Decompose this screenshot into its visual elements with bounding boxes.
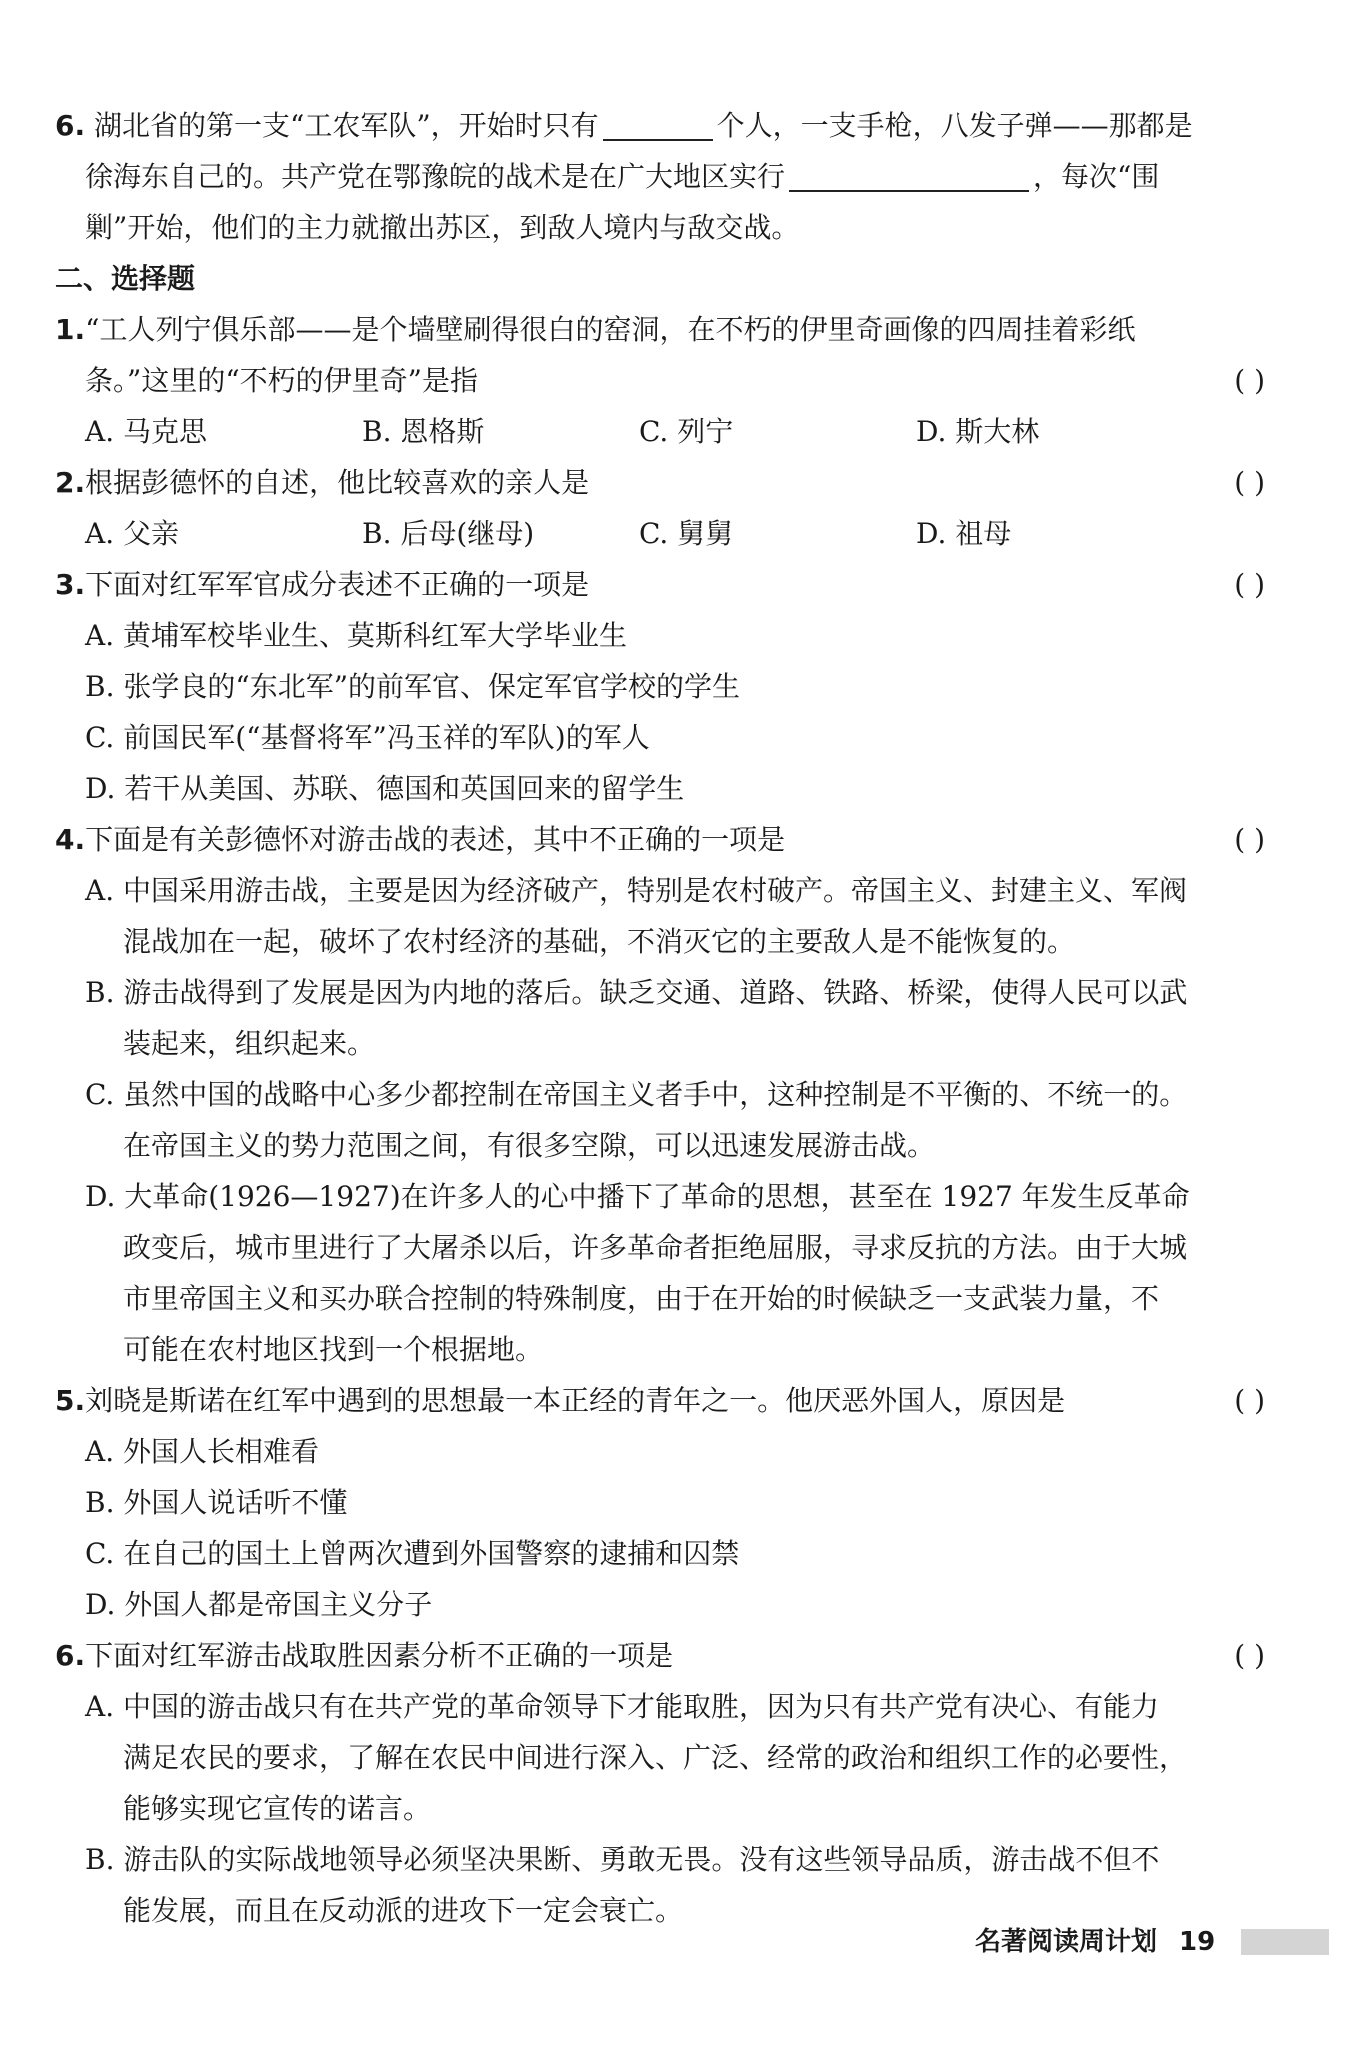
- answer-blank[interactable]: [603, 109, 713, 141]
- option-d-cont: 政变后，城市里进行了大屠杀以后，许多革命者拒绝屈服，寻求反抗的方法。由于大城: [123, 1231, 1188, 1264]
- option-d-cont: 可能在农村地区找到一个根据地。: [123, 1333, 544, 1366]
- page-footer: [975, 1922, 1329, 1962]
- option-a-cont: 混战加在一起，破坏了农村经济的基础，不消灭它的主要敌人是不能恢复的。: [123, 925, 1076, 958]
- option-a[interactable]: A. 黄埔军校毕业生、莫斯科红军大学毕业生: [85, 619, 628, 652]
- answer-parentheses[interactable]: ( ): [1234, 1384, 1265, 1417]
- option-c[interactable]: C. 列宁: [639, 415, 734, 448]
- question-text: 剿”开始，他们的主力就撤出苏区，到敌人境内与敌交战。: [85, 211, 800, 244]
- option-a[interactable]: A. 中国采用游击战，主要是因为经济破产，特别是农村破产。帝国主义、封建主义、军阀: [85, 874, 1188, 907]
- question-text: ，每次“围: [1033, 160, 1160, 193]
- question-1-options: [55, 406, 1265, 457]
- question-text: 湖北省的第一支“工农军队”，开始时只有: [94, 109, 599, 142]
- option-b[interactable]: B. 游击战得到了发展是因为内地的落后。缺乏交通、道路、铁路、桥梁，使得人民可以武: [85, 976, 1188, 1009]
- option-b[interactable]: B. 后母(继母): [362, 517, 535, 550]
- option-a[interactable]: A. 马克思: [85, 415, 208, 448]
- question-text: 下面对红军游击战取胜因素分析不正确的一项是: [85, 1639, 674, 1672]
- section-title: 二、选择题: [55, 262, 196, 295]
- answer-parentheses[interactable]: ( ): [1234, 364, 1265, 397]
- fill-q6-line-2: [55, 151, 1265, 202]
- question-number: 6.: [55, 1639, 86, 1672]
- question-text: 个人，一支手枪，八发子弹——那都是: [716, 109, 1193, 142]
- option-d[interactable]: D. 斯大林: [916, 415, 1040, 448]
- option-d-cont: 市里帝国主义和买办联合控制的特殊制度，由于在开始的时候缺乏一支武装力量，不: [123, 1282, 1160, 1315]
- question-number: 6.: [55, 109, 86, 142]
- answer-parentheses[interactable]: ( ): [1234, 466, 1265, 499]
- question-number: 4.: [55, 823, 86, 856]
- option-b[interactable]: B. 外国人说话听不懂: [85, 1486, 348, 1519]
- option-d[interactable]: D. 若干从美国、苏联、德国和英国回来的留学生: [85, 772, 685, 805]
- question-text: 下面是有关彭德怀对游击战的表述，其中不正确的一项是: [85, 823, 786, 856]
- fill-q6-line-3: [55, 202, 1265, 253]
- option-b-cont: 能发展，而且在反动派的进攻下一定会衰亡。: [123, 1894, 684, 1927]
- option-b[interactable]: B. 游击队的实际战地领导必须坚决果断、勇敢无畏。没有这些领导品质，游击战不但不: [85, 1843, 1160, 1876]
- book-series-title: 名著阅读周计划: [975, 1926, 1158, 1957]
- question-text: 徐海东自己的。共产党在鄂豫皖的战术是在广大地区实行: [85, 160, 786, 193]
- option-d[interactable]: D. 祖母: [916, 517, 1012, 550]
- question-number: 3.: [55, 568, 86, 601]
- question-6-line-1: [55, 1630, 1265, 1681]
- answer-parentheses[interactable]: ( ): [1234, 1639, 1265, 1672]
- content: [55, 100, 1265, 1936]
- answer-parentheses[interactable]: ( ): [1234, 823, 1265, 856]
- option-b-cont: 装起来，组织起来。: [123, 1027, 376, 1060]
- option-a[interactable]: A. 中国的游击战只有在共产党的革命领导下才能取胜，因为只有共产党有决心、有能力: [85, 1690, 1160, 1723]
- question-text: 根据彭德怀的自述，他比较喜欢的亲人是: [85, 466, 590, 499]
- option-b[interactable]: B. 恩格斯: [362, 415, 485, 448]
- question-2-line-1: [55, 457, 1265, 508]
- question-text: 条。”这里的“不朽的伊里奇”是指: [85, 364, 478, 397]
- question-number: 1.: [55, 313, 86, 346]
- option-a-cont: 能够实现它宣传的诺言。: [123, 1792, 432, 1825]
- option-c[interactable]: C. 舅舅: [639, 517, 734, 550]
- question-1-line-1: [55, 304, 1265, 355]
- question-4-line-1: [55, 814, 1265, 865]
- option-d[interactable]: D. 大革命(1926—1927)在许多人的心中播下了革命的思想，甚至在 1927 年发生反革命: [85, 1180, 1190, 1213]
- option-c[interactable]: C. 在自己的国土上曾两次遭到外国警察的逮捕和囚禁: [85, 1537, 740, 1570]
- footer-decoration-bar: [1241, 1929, 1329, 1955]
- option-a-cont: 满足农民的要求，了解在农民中间进行深入、广泛、经常的政治和组织工作的必要性，: [123, 1741, 1188, 1774]
- question-3-line-1: [55, 559, 1265, 610]
- question-number: 5.: [55, 1384, 86, 1417]
- question-text: 下面对红军军官成分表述不正确的一项是: [85, 568, 590, 601]
- question-2-options: [55, 508, 1265, 559]
- answer-blank[interactable]: [789, 160, 1029, 192]
- option-a[interactable]: A. 外国人长相难看: [85, 1435, 320, 1468]
- option-a[interactable]: A. 父亲: [85, 517, 180, 550]
- question-number: 2.: [55, 466, 86, 499]
- option-c-cont: 在帝国主义的势力范围之间，有很多空隙，可以迅速发展游击战。: [123, 1129, 936, 1162]
- fill-q6-line-1: [55, 100, 1265, 151]
- option-d[interactable]: D. 外国人都是帝国主义分子: [85, 1588, 433, 1621]
- answer-parentheses[interactable]: ( ): [1234, 568, 1265, 601]
- option-c[interactable]: C. 前国民军(“基督将军”冯玉祥的军队)的军人: [85, 721, 650, 754]
- question-5-line-1: [55, 1375, 1265, 1426]
- question-text: 刘晓是斯诺在红军中遇到的思想最一本正经的青年之一。他厌恶外国人，原因是: [85, 1384, 1066, 1417]
- page-number: 19: [1179, 1926, 1216, 1957]
- question-text: “工人列宁俱乐部——是个墙壁刷得很白的窑洞，在不朽的伊里奇画像的四周挂着彩纸: [85, 313, 1136, 346]
- option-c[interactable]: C. 虽然中国的战略中心多少都控制在帝国主义者手中，这种控制是不平衡的、不统一的。: [85, 1078, 1188, 1111]
- question-1-line-2: [55, 355, 1265, 406]
- option-b[interactable]: B. 张学良的“东北军”的前军官、保定军官学校的学生: [85, 670, 741, 703]
